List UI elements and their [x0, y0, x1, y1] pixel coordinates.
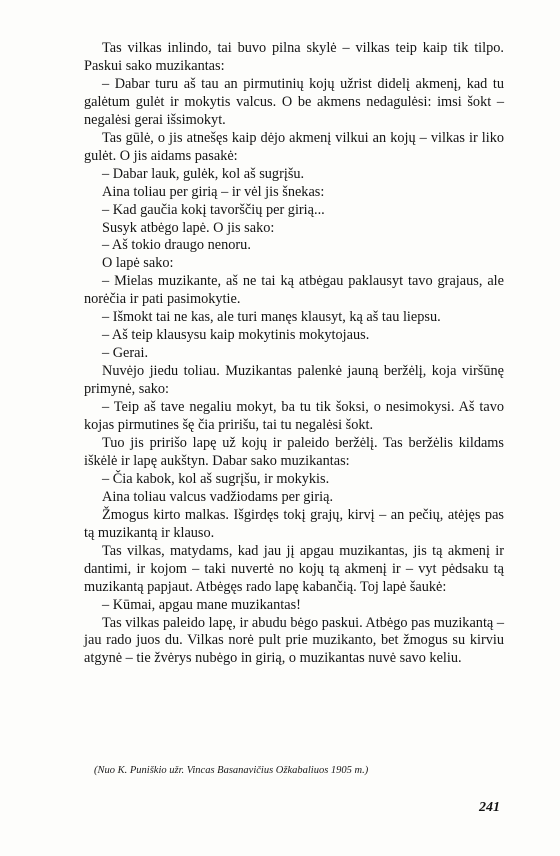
paragraph: Tas vilkas, matydams, kad jau jį apgau muzikantas, jis tą akmenį ir dantimi, ir kojom – taki nuvertė no kojų tą akmenį ir – vyt pėdsaku tą muzikantą papjaut. Atbėgęs rado lapę kabančią. Toj lapė šaukė: — [84, 542, 504, 595]
paragraph: – Gerai. — [102, 345, 149, 362]
paragraph: Tas vilkas paleido lapę, ir abudu bėgo paskui. Atbėgo pas muzikantą – jau rado juos du. Vilkas norė pult prie muzikanto, bet žmogus su kirviu atgynė – tie žvėrys nubėgo in girią, o muzikantas nuvė savo keliu. — [84, 614, 504, 667]
paragraph: – Kūmai, apgau mane muzikantas! — [102, 596, 301, 613]
source-note: (Nuo K. Puniškio užr. Vincas Basanavičius Ožkabaliuos 1905 m.) — [94, 765, 369, 776]
page-number: 241 — [479, 800, 500, 815]
paragraph: O lapė sako: — [102, 255, 174, 272]
paragraph: – Aš teip klausysu kaip mokytinis mokytojaus. — [102, 327, 370, 344]
paragraph: – Išmokt tai ne kas, ale turi manęs klausyt, ką aš tau liepsu. — [102, 309, 441, 326]
paragraph: – Aš tokio draugo nenoru. — [102, 237, 251, 254]
paragraph: Aina toliau valcus vadžiodams per girią. — [102, 488, 334, 505]
paragraph: Aina toliau per girią – ir vėl jis šnekas: — [102, 183, 325, 200]
paragraph: Tas vilkas inlindo, tai buvo pilna skylė – vilkas teip kaip tik tilpo. Paskui sako muzikantas: — [84, 40, 504, 74]
paragraph: – Teip aš tave negaliu mokyt, ba tu tik šoksi, o nesimokysi. Aš tavo kojas pirmutines šę čia pririšu, tai tu negalėsi šokt. — [84, 399, 504, 434]
paragraph: – Čia kabok, kol aš sugrįšu, ir mokykis. — [102, 470, 330, 487]
paragraph: Susyk atbėgo lapė. O jis sako: — [102, 219, 275, 236]
paragraph: Tuo jis pririšo lapę už kojų ir paleido beržėlį. Tas beržėlis kildams iškėlė ir lapę aukštyn. Dabar sako muzikantas: — [84, 434, 504, 469]
paragraph: Nuvėjo jiedu toliau. Muzikantas palenkė jauną beržėlį, koja viršūnę primynė, sako: — [84, 363, 504, 398]
story-text — [84, 40, 504, 668]
paragraph: – Dabar turu aš tau an pirmutinių kojų užrist didelį akmenį, kad tu galėtum gulėt ir mokytis valcus. O be akmens nedagulėsi: imsi šokt – negalėsi gerai išsimokyt. — [84, 75, 504, 128]
paragraph: – Dabar lauk, gulėk, kol aš sugrįšu. — [102, 165, 305, 182]
paragraph: Žmogus kirto malkas. Išgirdęs tokį grajų, kirvį – an pečių, atėjęs pas tą muzikantą ir klauso. — [84, 506, 504, 541]
paragraph: – Kad gaučia kokį tavorščių per girią... — [102, 201, 325, 218]
paragraph: – Mielas muzikante, aš ne tai ką atbėgau paklausyt tavo grajaus, ale norėčia ir pati pasimokytie. — [84, 273, 504, 308]
paragraph: Tas gūlė, o jis atnešęs kaip dėjo akmenį vilkui an kojų – vilkas ir liko gulėt. O jis aidams pasakė: — [84, 129, 504, 164]
